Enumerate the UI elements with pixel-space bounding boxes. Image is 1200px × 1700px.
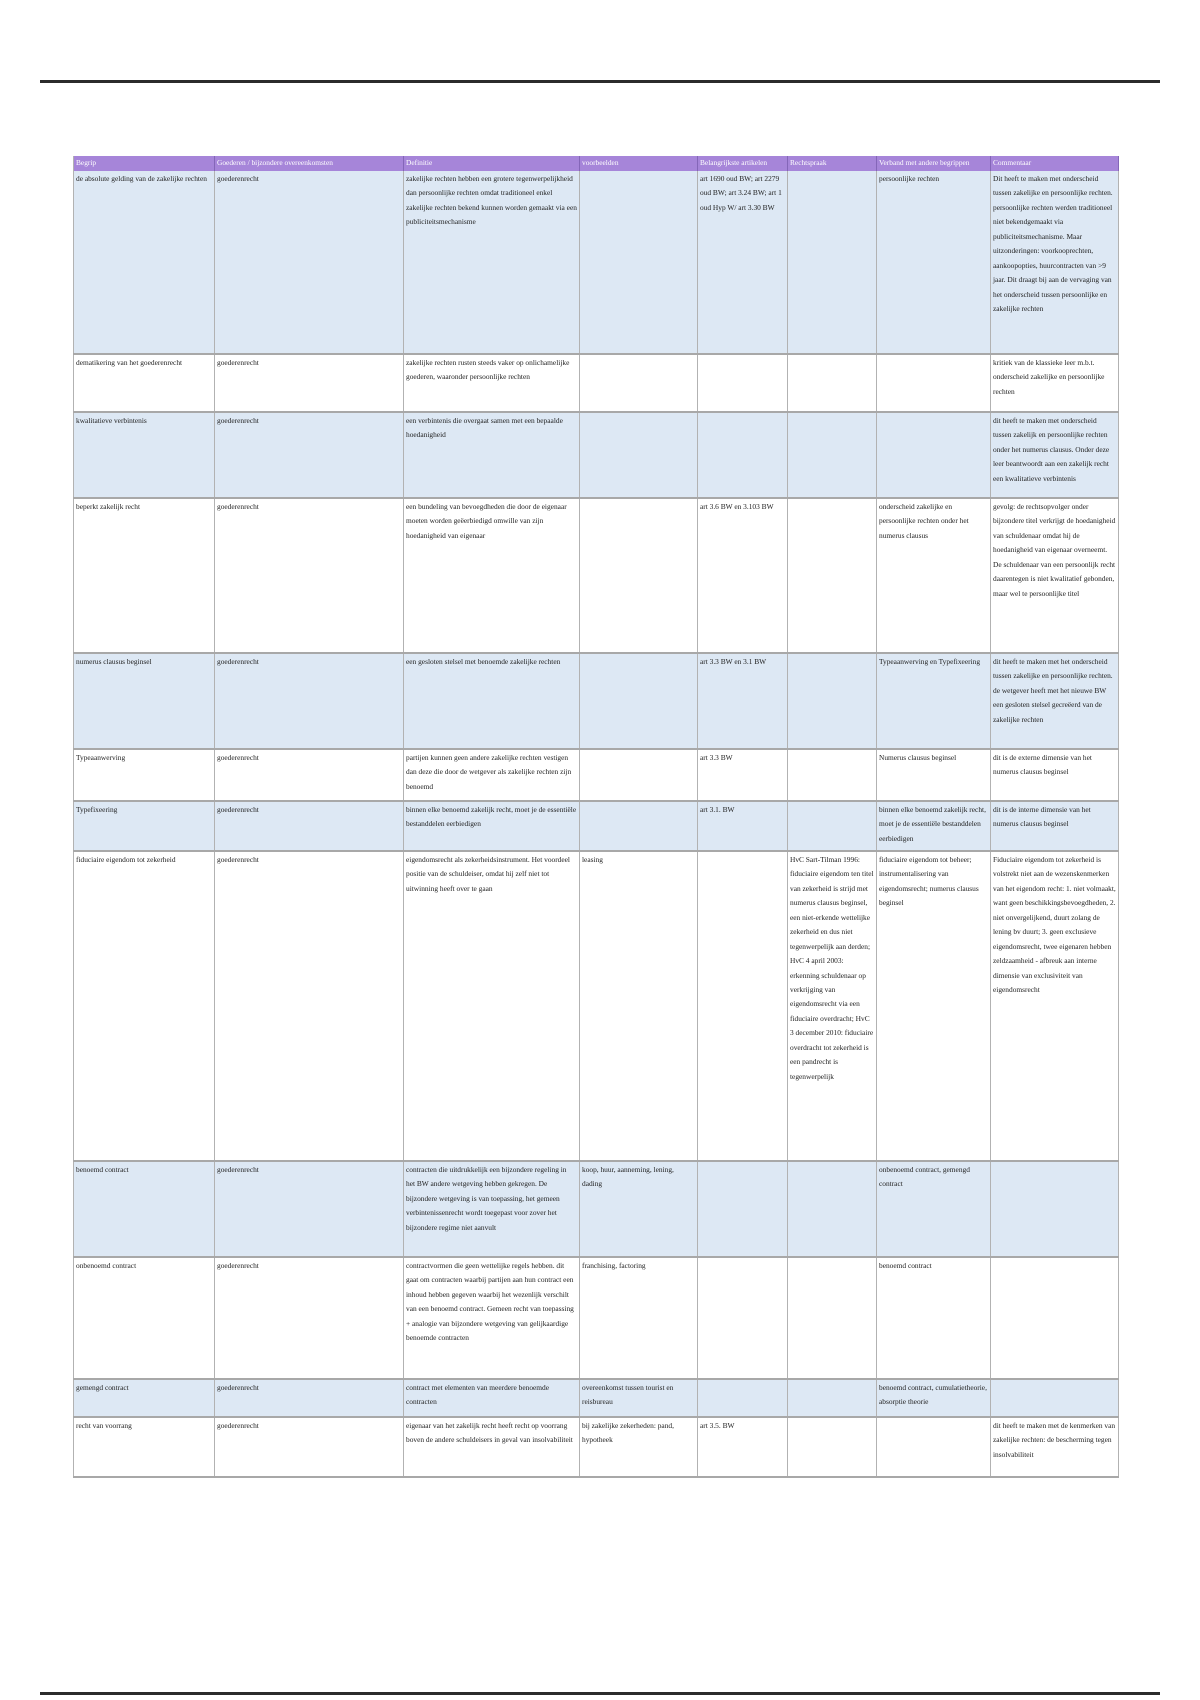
table-row — [74, 851, 1119, 1161]
table-cell: contractvormen die geen wettelijke regels hebben. dit gaat om contracten waarbij partijen aan hun contract een inhoud hebben gegeven waarbij het wezenlijk verschilt van een benoemd contract. Gemeen recht van toepassing + analogie van bijzondere wetgeving van gelijkaardige benoemde contracten — [404, 1257, 580, 1379]
concept-table — [73, 156, 1119, 1478]
table-cell: goederenrecht — [215, 171, 404, 354]
column-header: Verband met andere begrippen — [877, 156, 991, 171]
table-cell — [788, 1417, 877, 1477]
table-cell: dit heeft te maken met het onderscheid tussen zakelijke en persoonlijke rechten. de wetgever heeft met het nieuwe BW een gesloten stelsel gecreëerd van de zakelijke rechten — [991, 653, 1119, 749]
table-cell — [788, 354, 877, 412]
table-cell: goederenrecht — [215, 851, 404, 1161]
column-header: Belangrijkste artikelen — [698, 156, 788, 171]
table-cell: Fiduciaire eigendom tot zekerheid is volstrekt niet aan de wezenskenmerken van het eigendom recht: 1. niet volmaakt, want geen beschikkingsbevoegdheden, 2. niet onvergelijkend, duurt zolang de lening bv duurt; 3. geen exclusieve eigendomsrecht, twee eigenaren hebben zeldzaamheid - afbreuk aan interne dimensie van exclusiviteit van eigendomsrecht — [991, 851, 1119, 1161]
table-cell — [877, 1417, 991, 1477]
table-cell — [698, 412, 788, 498]
table-cell — [788, 1161, 877, 1257]
table-cell: Typefixeering — [74, 801, 215, 851]
table-cell: overeenkomst tussen tourist en reisbureau — [580, 1379, 698, 1417]
table-cell: gemengd contract — [74, 1379, 215, 1417]
table-cell: binnen elke benoemd zakelijk recht, moet je de essentiële bestanddelen eerbiedigen — [877, 801, 991, 851]
table-cell — [580, 354, 698, 412]
column-header: Commentaar — [991, 156, 1119, 171]
table-row — [74, 749, 1119, 801]
table-cell — [788, 412, 877, 498]
table-cell: goederenrecht — [215, 749, 404, 801]
table-cell — [580, 498, 698, 653]
table-cell — [991, 1161, 1119, 1257]
table-row — [74, 1161, 1119, 1257]
table-header-row — [74, 156, 1119, 171]
column-header: Begrip — [74, 156, 215, 171]
table-cell: Typeaanwerving — [74, 749, 215, 801]
table-cell: Dit heeft te maken met onderscheid tussen zakelijke en persoonlijke rechten. persoonlijke rechten werden traditioneel niet bekendgemaakt via publiciteitsmechanisme. Maar uitzonderingen: voorkooprechten, aankoopopties, huurcontracten van >9 jaar. Dit draagt bij aan de vervaging van het onderscheid tussen persoonlijke en zakelijke rechten — [991, 171, 1119, 354]
header-rule — [40, 80, 1160, 83]
table-cell — [580, 412, 698, 498]
table-cell — [877, 354, 991, 412]
table-cell: dematikering van het goederenrecht — [74, 354, 215, 412]
table-cell: een gesloten stelsel met benoemde zakelijke rechten — [404, 653, 580, 749]
table-cell: Typeaanwerving en Typefixeering — [877, 653, 991, 749]
table-row — [74, 498, 1119, 653]
table-cell: kritiek van de klassieke leer m.b.t. onderscheid zakelijke en persoonlijke rechten — [991, 354, 1119, 412]
table-cell: franchising, factoring — [580, 1257, 698, 1379]
table-row — [74, 1257, 1119, 1379]
table-cell — [991, 1257, 1119, 1379]
column-header: voorbeelden — [580, 156, 698, 171]
table-cell — [698, 1379, 788, 1417]
table-cell: persoonlijke rechten — [877, 171, 991, 354]
table-cell: dit heeft te maken met onderscheid tussen zakelijk en persoonlijke rechten onder het numerus clausus. Onder deze leer beantwoordt aan een zakelijk recht een kwalitatieve verbintenis — [991, 412, 1119, 498]
table-cell: dit is de interne dimensie van het numerus clausus beginsel — [991, 801, 1119, 851]
table-cell: goederenrecht — [215, 1417, 404, 1477]
table-cell: goederenrecht — [215, 1257, 404, 1379]
footer-rule — [40, 1692, 1160, 1695]
table-cell: fiduciaire eigendom tot beheer; instrumentalisering van eigendomsrecht; numerus clausus beginsel — [877, 851, 991, 1161]
table-cell: goederenrecht — [215, 1161, 404, 1257]
table-cell: onderscheid zakelijke en persoonlijke rechten onder het numerus clausus — [877, 498, 991, 653]
table-cell: binnen elke benoemd zakelijk recht, moet je de essentiële bestanddelen eerbiedigen — [404, 801, 580, 851]
table-cell — [580, 749, 698, 801]
table-cell — [698, 1257, 788, 1379]
column-header: Definitie — [404, 156, 580, 171]
table-cell — [788, 749, 877, 801]
table-row — [74, 1379, 1119, 1417]
table-cell: HvC Sart-Tilman 1996: fiduciaire eigendom ten titel van zekerheid is strijd met numerus clausus beginsel, een niet-erkende wettelijke zekerheid en dus niet tegenwerpelijk aan derden; HvC 4 april 2003: erkenning schuldenaar op verkrijging van eigendomsrecht via een fiduciaire overdracht; HvC 3 december 2010: fiduciaire overdracht tot zekerheid is een pandrecht is tegenwerpelijk — [788, 851, 877, 1161]
table-cell: dit heeft te maken met de kenmerken van zakelijke rechten: de bescherming tegen insolvabiliteit — [991, 1417, 1119, 1477]
table-row — [74, 801, 1119, 851]
table-row — [74, 354, 1119, 412]
table-cell: contract met elementen van meerdere benoemde contracten — [404, 1379, 580, 1417]
table-cell: recht van voorrang — [74, 1417, 215, 1477]
table-cell — [698, 851, 788, 1161]
table-cell: art 3.3 BW en 3.1 BW — [698, 653, 788, 749]
table-cell: benoemd contract, cumulatietheorie, absorptie theorie — [877, 1379, 991, 1417]
table-cell: eigendomsrecht als zekerheidsinstrument. Het voordeel positie van de schuldeiser, omdat hij zelf niet tot uitwinning heeft over te gaan — [404, 851, 580, 1161]
table-cell — [698, 354, 788, 412]
table-cell — [788, 1257, 877, 1379]
table-cell: goederenrecht — [215, 653, 404, 749]
table-cell — [580, 171, 698, 354]
table-cell: partijen kunnen geen andere zakelijke rechten vestigen dan deze die door de wetgever als zakelijke rechten zijn benoemd — [404, 749, 580, 801]
table-cell: de absolute gelding van de zakelijke rechten — [74, 171, 215, 354]
table-cell — [788, 498, 877, 653]
table-cell: art 3.1. BW — [698, 801, 788, 851]
table-cell — [788, 171, 877, 354]
table-cell: zakelijke rechten rusten steeds vaker op onlichamelijke goederen, waaronder persoonlijke rechten — [404, 354, 580, 412]
table-cell: numerus clausus beginsel — [74, 653, 215, 749]
table-cell: Numerus clausus beginsel — [877, 749, 991, 801]
table-cell: art 3.6 BW en 3.103 BW — [698, 498, 788, 653]
table-cell: bij zakelijke zekerheden: pand, hypotheek — [580, 1417, 698, 1477]
table-cell: contracten die uitdrukkelijk een bijzondere regeling in het BW andere wetgeving hebben gekregen. De bijzondere wetgeving is van toepassing, het gemeen verbintenissenrecht wordt toegepast voor zover het bijzondere regime niet aanvult — [404, 1161, 580, 1257]
table-cell — [788, 653, 877, 749]
table-cell — [580, 801, 698, 851]
table-row — [74, 171, 1119, 354]
table-cell — [991, 1379, 1119, 1417]
table-cell: fiduciaire eigendom tot zekerheid — [74, 851, 215, 1161]
table-cell — [877, 412, 991, 498]
table-cell: art 3.3 BW — [698, 749, 788, 801]
table-cell — [580, 653, 698, 749]
table-cell: leasing — [580, 851, 698, 1161]
table-cell: benoemd contract — [74, 1161, 215, 1257]
table-cell: onbenoemd contract, gemengd contract — [877, 1161, 991, 1257]
table-cell: een bundeling van bevoegdheden die door de eigenaar moeten worden geëerbiedigd omwille van zijn hoedanigheid van eigenaar — [404, 498, 580, 653]
table-cell: zakelijke rechten hebben een grotere tegenwerpelijkheid dan persoonlijke rechten omdat traditioneel enkel zakelijke rechten bekend kunnen worden gemaakt via een publiciteitsmechanisme — [404, 171, 580, 354]
table-cell: goederenrecht — [215, 498, 404, 653]
table-cell: kwalitatieve verbintenis — [74, 412, 215, 498]
table-cell — [698, 1161, 788, 1257]
table-cell: goederenrecht — [215, 354, 404, 412]
table-cell: gevolg: de rechtsopvolger onder bijzondere titel verkrijgt de hoedanigheid van schuldenaar omdat hij de hoedanigheid van eigenaar overneemt. De schuldenaar van een persoonlijk recht daarentegen is niet kwalitatief gebonden, maar wel te persoonlijke titel — [991, 498, 1119, 653]
table-cell: koop, huur, aanneming, lening, dading — [580, 1161, 698, 1257]
table-cell: art 3.5. BW — [698, 1417, 788, 1477]
table-cell: dit is de externe dimensie van het numerus clausus beginsel — [991, 749, 1119, 801]
table-cell — [788, 1379, 877, 1417]
table-cell: goederenrecht — [215, 1379, 404, 1417]
table-cell: een verbintenis die overgaat samen met een bepaalde hoedanigheid — [404, 412, 580, 498]
table-cell: onbenoemd contract — [74, 1257, 215, 1379]
table-cell: goederenrecht — [215, 801, 404, 851]
column-header: Rechtspraak — [788, 156, 877, 171]
table-cell: goederenrecht — [215, 412, 404, 498]
table-cell: benoemd contract — [877, 1257, 991, 1379]
column-header: Goederen / bijzondere overeenkomsten — [215, 156, 404, 171]
table-cell: beperkt zakelijk recht — [74, 498, 215, 653]
table-cell: eigenaar van het zakelijk recht heeft recht op voorrang boven de andere schuldeisers in geval van insolvabiliteit — [404, 1417, 580, 1477]
table-cell — [788, 801, 877, 851]
table-row — [74, 1417, 1119, 1477]
table-row — [74, 412, 1119, 498]
table-cell: art 1690 oud BW; art 2279 oud BW; art 3.24 BW; art 1 oud Hyp W/ art 3.30 BW — [698, 171, 788, 354]
table-row — [74, 653, 1119, 749]
